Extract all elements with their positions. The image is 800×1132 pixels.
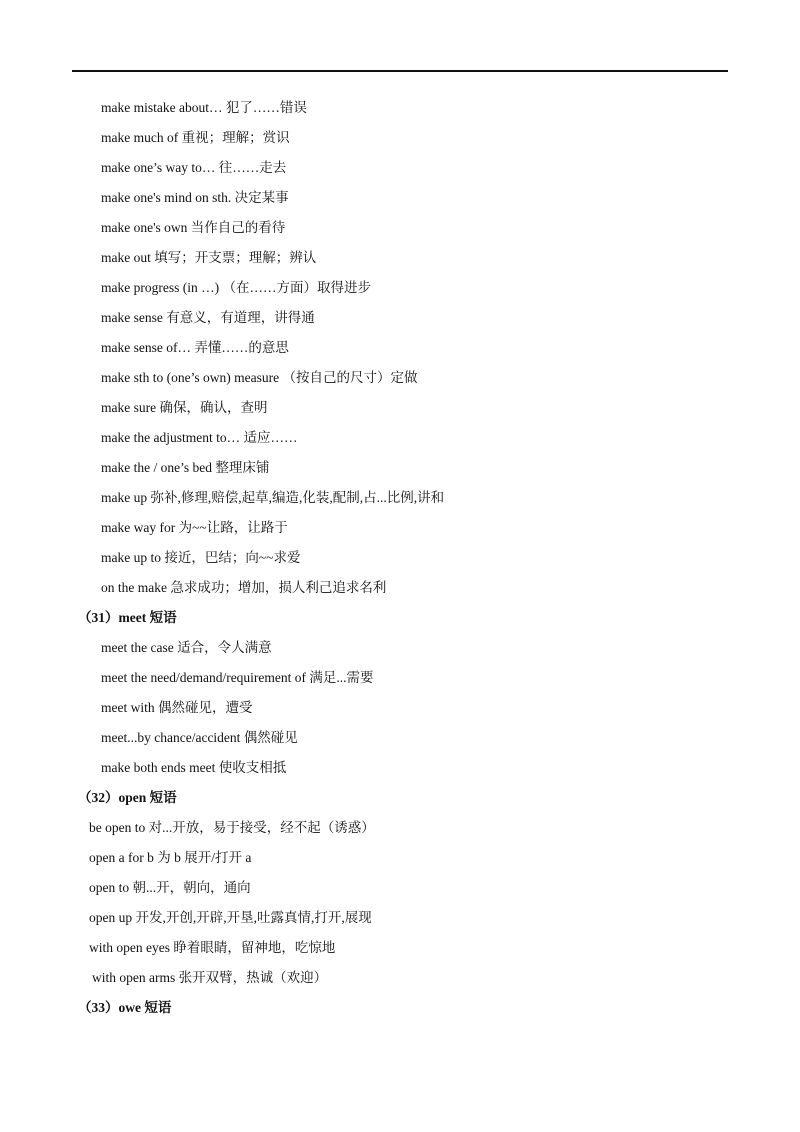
document-body	[0, 93, 800, 1023]
list-item: make one's mind on sth. 决定某事	[101, 190, 289, 205]
list-item: with open eyes 睁着眼睛，留神地，吃惊地	[89, 940, 336, 955]
section-heading-meet: （31）meet 短语	[78, 610, 177, 625]
list-item: make up 弥补,修理,赔偿,起草,编造,化装,配制,占...比例,讲和	[101, 490, 445, 505]
list-item: make sense of… 弄懂……的意思	[101, 340, 289, 355]
list-item: make sure 确保，确认，查明	[101, 400, 268, 415]
list-item: make one's own 当作自己的看待	[101, 220, 286, 235]
list-item: make the adjustment to… 适应……	[101, 430, 298, 445]
section-heading-open: （32）open 短语	[78, 790, 177, 805]
list-item: meet...by chance/accident 偶然碰见	[101, 730, 298, 745]
list-item: make progress (in …) （在……方面）取得进步	[101, 280, 371, 295]
list-item: meet with 偶然碰见，遭受	[101, 700, 253, 715]
list-item: make sense 有意义，有道理，讲得通	[101, 310, 315, 325]
list-item: on the make 急求成功；增加，损人利己追求名利	[101, 580, 387, 595]
header-rule	[72, 70, 728, 72]
list-item: open up 开发,开创,开辟,开垦,吐露真情,打开,展现	[89, 910, 372, 925]
list-item: meet the case 适合，令人满意	[101, 640, 272, 655]
list-item: make the / one’s bed 整理床铺	[101, 460, 270, 475]
list-item: make way for 为~~让路，让路于	[101, 520, 288, 535]
section-heading-owe: （33）owe 短语	[78, 1000, 172, 1015]
list-item: make one’s way to… 往……走去	[101, 160, 287, 175]
list-item: make up to 接近，巴结；向~~求爱	[101, 550, 301, 565]
list-item: open to 朝...开，朝向，通向	[89, 880, 251, 895]
list-item: make sth to (one’s own) measure （按自己的尺寸）定做	[101, 370, 418, 385]
list-item: make mistake about… 犯了……错误	[101, 100, 307, 115]
list-item: be open to 对...开放，易于接受，经不起（诱惑）	[89, 820, 375, 835]
list-item: with open arms 张开双臂，热诚（欢迎）	[92, 970, 328, 985]
list-item: meet the need/demand/requirement of 满足...需要	[101, 670, 374, 685]
list-item: make much of 重视；理解；赏识	[101, 130, 290, 145]
list-item: make out 填写；开支票；理解；辨认	[101, 250, 317, 265]
list-item: open a for b 为 b 展开/打开 a	[89, 850, 252, 865]
list-item: make both ends meet 使收支相抵	[101, 760, 287, 775]
